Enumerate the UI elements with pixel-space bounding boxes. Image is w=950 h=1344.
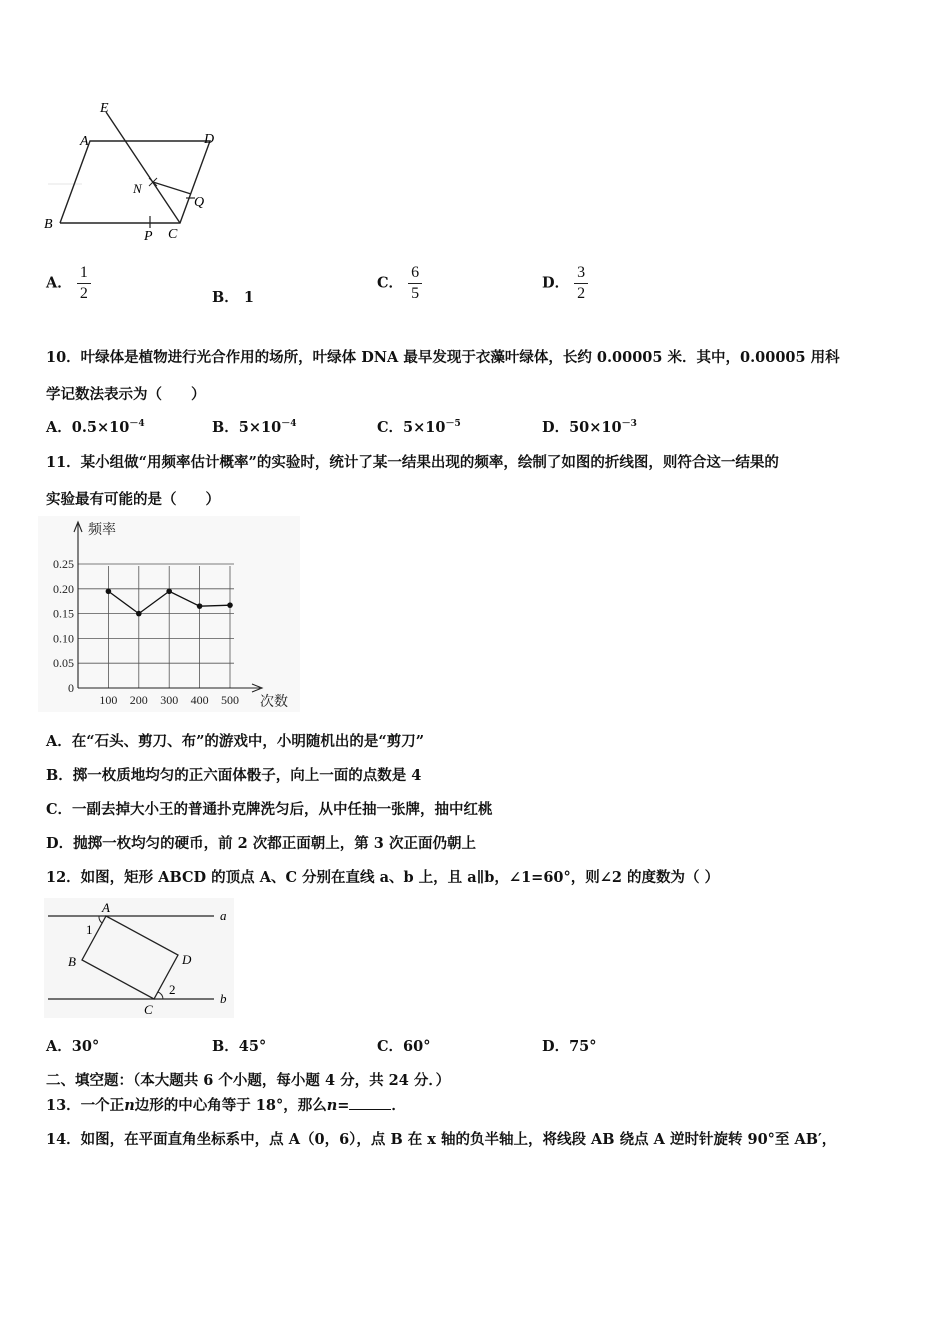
q9-option-b (212, 286, 254, 307)
parallelogram-figure (38, 98, 228, 243)
q11-stem-line2: 实验最有可能的是（ ） (46, 491, 220, 508)
rectangle-parallel-lines-figure (44, 898, 234, 1018)
equals-sign: = (337, 1097, 350, 1114)
option-letter: A． (46, 1038, 72, 1055)
y-tick-label: 0.20 (53, 581, 74, 596)
option-letter: A． (46, 274, 72, 292)
q10-stem-line1: 10．叶绿体是植物进行光合作用的场所，叶绿体 DNA 最早发现于衣藻叶绿体，长约 0.00005 米．其中，0.00005 用科 (46, 349, 840, 366)
x-tick-label: 400 (190, 693, 209, 707)
x-tick-label: 500 (221, 693, 239, 707)
option-letter: D． (542, 274, 570, 292)
label-a: A (80, 134, 89, 149)
data-point (106, 588, 112, 594)
x-tick-label: 200 (129, 693, 148, 707)
option-exponent: －5 (445, 419, 461, 430)
q10-option-d (542, 416, 637, 437)
option-value: 30° (71, 1038, 100, 1055)
label-a-point: A (102, 900, 110, 915)
numerator: 6 (408, 263, 422, 284)
answer-blank[interactable] (349, 1097, 391, 1110)
option-letter: B． (212, 419, 239, 436)
option-base: 0.5×10 (71, 419, 130, 436)
q10-option-b (212, 416, 296, 437)
denominator: 2 (79, 285, 88, 302)
q12-stem: 12．如图，矩形 ABCD 的顶点 A、C 分别在直线 a、b 上，且 a∥b，∠1=60°，则∠2 的度数为（ ） (46, 869, 720, 886)
option-letter: C． (377, 274, 404, 292)
fraction (408, 263, 422, 304)
q12-option-b (212, 1035, 266, 1056)
option-value: 75° (569, 1038, 597, 1055)
data-point (136, 611, 142, 617)
q13-text-after: ． (391, 1097, 406, 1114)
option-letter: D． (542, 1038, 570, 1055)
fraction (77, 263, 91, 304)
data-point (166, 588, 172, 594)
data-point (227, 602, 233, 608)
x-tick-label: 300 (160, 693, 179, 707)
y-axis-title: 频率 (88, 523, 116, 538)
option-exponent: －4 (129, 419, 145, 430)
q13-text-middle: 边形的中心角等于 18°，那么 (134, 1097, 327, 1114)
q12-option-c (377, 1035, 430, 1056)
label-c-point: C (144, 1002, 153, 1017)
q9-option-c (377, 263, 422, 304)
q9-option-a (46, 263, 91, 304)
q12-option-a (46, 1035, 99, 1056)
option-letter: B． (212, 289, 239, 306)
option-value: 1 (243, 289, 254, 306)
option-base: 5×10 (403, 419, 446, 436)
label-d-point: D (182, 952, 192, 967)
y-tick-label: 0.10 (53, 631, 74, 646)
q10-stem-line2: 学记数法表示为（ ） (46, 386, 206, 403)
y-tick-label: 0.05 (53, 656, 74, 671)
data-point (197, 603, 203, 609)
segment-ec (106, 112, 180, 223)
q13-stem (46, 1094, 406, 1115)
q11-stem-line1: 11．某小组做“用频率估计概率”的实验时，统计了某一结果出现的频率，绘制了如图的折线图，则符合这一结果的 (46, 454, 779, 471)
x-tick-label: 100 (99, 693, 118, 707)
option-exponent: －3 (621, 419, 637, 430)
label-b: B (44, 217, 53, 232)
option-letter: B． (212, 1038, 239, 1055)
label-line-b: b (220, 991, 227, 1006)
label-q: Q (194, 195, 205, 210)
q13-text-before: 13．一个正 (46, 1097, 125, 1114)
option-value: 60° (403, 1038, 431, 1055)
denominator: 2 (577, 285, 586, 302)
option-letter: C． (377, 1038, 404, 1055)
option-letter: C． (377, 419, 404, 436)
label-line-a: a (220, 908, 227, 923)
label-b-point: B (68, 954, 76, 969)
q14-stem-line1: 14．如图，在平面直角坐标系中，点 A（0，6），点 B 在 x 轴的负半轴上，将线段 AB 绕点 A 逆时针旋转 90°至 AB′， (46, 1131, 837, 1148)
option-exponent: －4 (281, 419, 297, 430)
q11-option-a: A．在“石头、剪刀、布”的游戏中，小明随机出的是“剪刀” (46, 733, 425, 750)
label-angle-2: 2 (169, 982, 176, 997)
x-axis-title: 次数 (260, 695, 288, 710)
section-heading: 二、填空题：（本大题共 6 个小题，每小题 4 分，共 24 分．） (46, 1072, 451, 1089)
q10-option-c (377, 416, 461, 437)
q12-option-d (542, 1035, 597, 1056)
option-letter: A． (46, 419, 72, 436)
variable-n: n (326, 1097, 338, 1114)
q11-option-d: D．抛掷一枚均匀的硬币，前 2 次都正面朝上，第 3 次正面仍朝上 (46, 835, 476, 852)
q11-option-c: C．一副去掉大小王的普通扑克牌洗匀后，从中任抽一张牌，抽中红桃 (46, 801, 493, 818)
option-letter: D． (542, 419, 570, 436)
fraction (574, 263, 588, 304)
option-base: 50×10 (569, 419, 622, 436)
y-tick-label: 0.25 (53, 557, 74, 571)
label-c: C (168, 227, 178, 242)
label-n: N (133, 181, 142, 196)
label-d: D (204, 132, 215, 147)
variable-n: n (124, 1097, 135, 1114)
numerator: 1 (77, 263, 91, 284)
q11-option-b: B．掷一枚质地均匀的正六面体骰子，向上一面的点数是 4 (46, 767, 422, 784)
numerator: 3 (574, 263, 588, 284)
y-tick-label: 0 (68, 681, 74, 695)
q10-option-a (46, 416, 145, 437)
y-tick-label: 0.15 (53, 606, 74, 621)
label-e: E (100, 101, 109, 116)
q9-option-d (542, 263, 588, 304)
frequency-line-chart (38, 516, 300, 712)
denominator: 5 (411, 285, 420, 302)
label-angle-1: 1 (86, 922, 93, 937)
option-base: 5×10 (238, 419, 282, 436)
label-p: P (144, 229, 153, 243)
option-value: 45° (238, 1038, 267, 1055)
